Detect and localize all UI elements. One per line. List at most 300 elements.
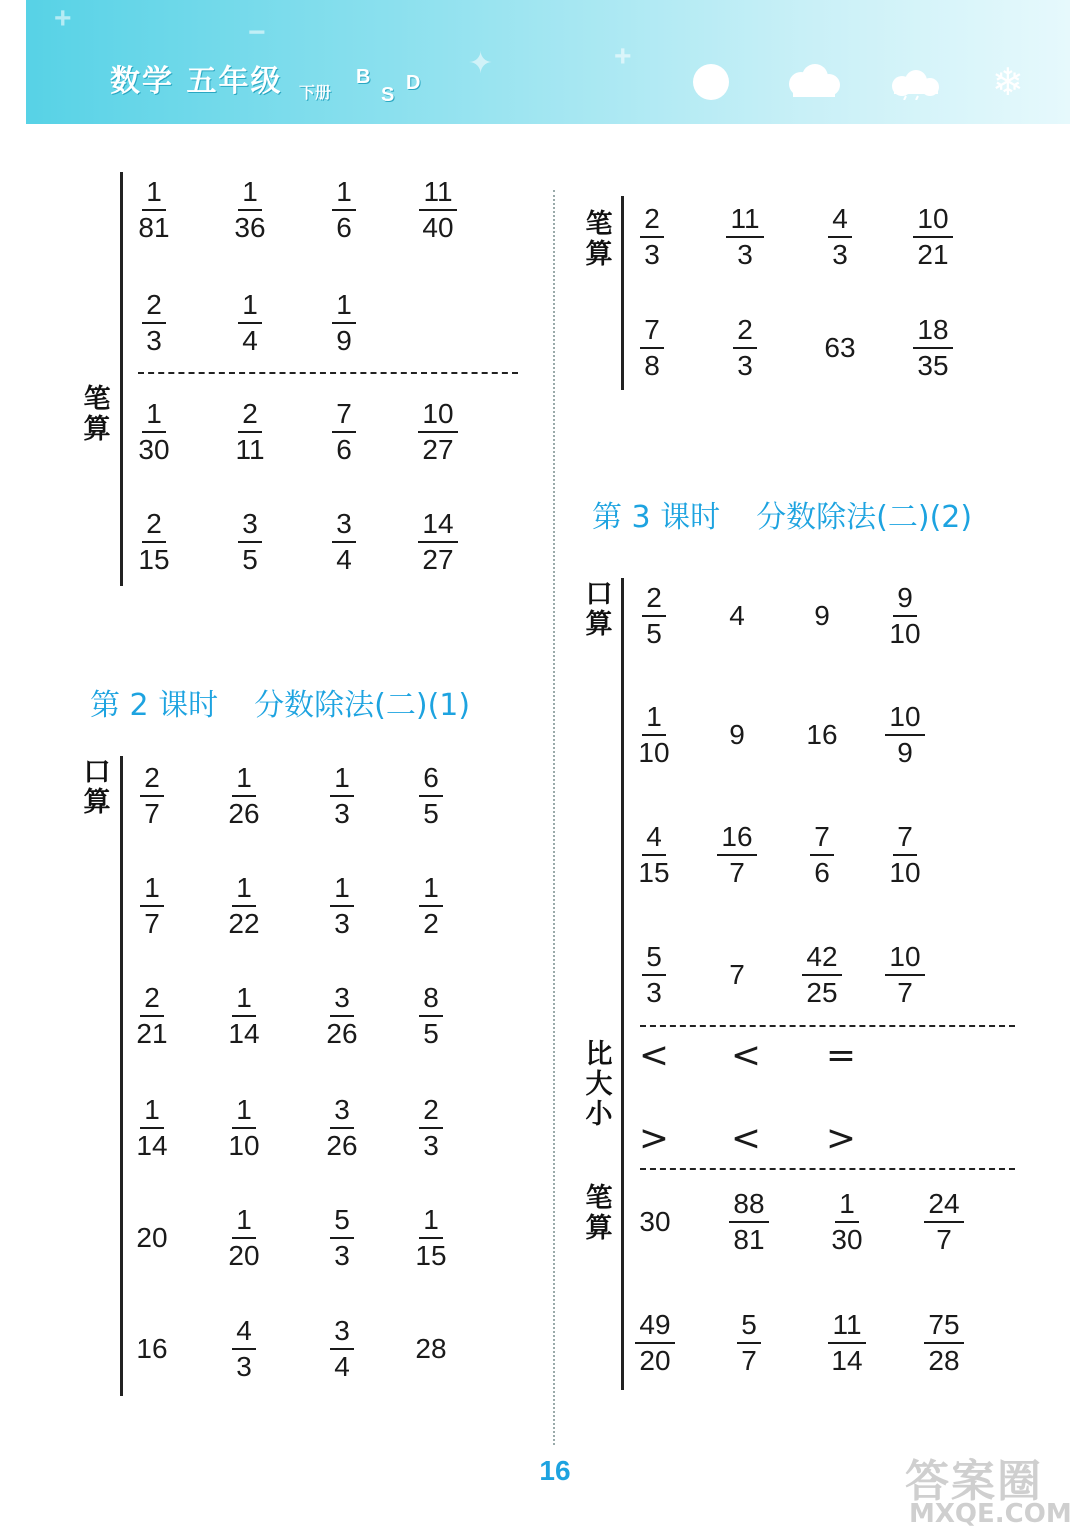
numerator: 1: [238, 178, 262, 211]
integer-answer: 16: [806, 719, 838, 750]
numerator: 2: [140, 764, 164, 797]
numerator: 1: [419, 1206, 443, 1239]
answer-cell: [865, 816, 945, 894]
numerator: 1: [238, 291, 262, 324]
integer-answer: 9: [814, 600, 830, 631]
numerator: 3: [332, 510, 356, 543]
symbol-text: =: [825, 1034, 857, 1076]
answer-cell: [807, 1183, 887, 1261]
oral-label: 口算: [585, 579, 613, 640]
fraction: [418, 510, 457, 574]
answer-cell: [391, 1310, 471, 1388]
answer-cell: [114, 284, 194, 362]
denominator: 6: [814, 857, 830, 888]
denominator: 5: [242, 544, 258, 575]
answer-cell: [904, 1304, 984, 1382]
numerator: 9: [893, 584, 917, 617]
answer-cell: [705, 198, 785, 276]
fraction: [224, 764, 263, 828]
denominator: 9: [897, 737, 913, 768]
written-label: 笔算: [585, 1183, 613, 1244]
integer-answer: 7: [729, 959, 745, 990]
answer-cell: [204, 757, 284, 835]
answer-cell: [398, 393, 478, 471]
answer-cell: [807, 1304, 887, 1382]
numerator: 2: [640, 205, 664, 238]
numerator: 10: [885, 703, 924, 736]
fraction: [330, 1317, 354, 1381]
numerator: 42: [802, 943, 841, 976]
lesson-number: 第 2 课时: [90, 688, 219, 723]
answer-cell: [210, 284, 290, 362]
section-bar: [120, 756, 123, 1396]
fraction: [635, 1311, 674, 1375]
fraction: [330, 1206, 354, 1270]
book-title: 数学 五年级: [110, 64, 283, 99]
fraction: [802, 943, 841, 1007]
answer-cell: [302, 1199, 382, 1277]
answer-cell: [614, 936, 694, 1014]
snowflake-icon: ❄: [992, 62, 1024, 104]
fraction: [737, 1311, 761, 1375]
denominator: 10: [889, 618, 921, 649]
answer-cell: [112, 1310, 192, 1388]
answer-cell: [304, 393, 384, 471]
denominator: 3: [646, 977, 662, 1008]
numerator: 18: [913, 316, 952, 349]
denominator: 40: [422, 212, 454, 243]
integer-answer: 30: [639, 1206, 671, 1237]
edition-letter: B: [356, 66, 371, 88]
answer-cell: [697, 577, 777, 655]
comparison-symbol: [801, 1099, 881, 1177]
numerator: 1: [332, 291, 356, 324]
answer-cell: [612, 309, 692, 387]
denominator: 7: [144, 798, 160, 829]
answer-cell: [391, 867, 471, 945]
answer-cell: [391, 757, 471, 835]
fraction: [238, 291, 262, 355]
symbol-text: <: [730, 1117, 762, 1159]
answer-cell: [302, 757, 382, 835]
integer-answer: 28: [415, 1333, 447, 1364]
denominator: 3: [146, 325, 162, 356]
plus-decoration-icon: +: [614, 40, 632, 73]
answer-cell: [112, 1089, 192, 1167]
fraction: [642, 584, 666, 648]
answer-cell: [112, 867, 192, 945]
numerator: 24: [924, 1190, 963, 1223]
watermark-text: 答案圈: [905, 1456, 1043, 1507]
numerator: 3: [330, 1317, 354, 1350]
fraction: [418, 400, 457, 464]
answer-cell: [800, 198, 880, 276]
answer-cell: [391, 1199, 471, 1277]
denominator: 5: [646, 618, 662, 649]
watermark: [905, 1445, 1075, 1533]
denominator: 20: [639, 1345, 671, 1376]
numerator: 10: [885, 943, 924, 976]
fraction: [642, 943, 666, 1007]
fraction: [332, 291, 356, 355]
denominator: 26: [326, 1018, 358, 1049]
fraction: [913, 205, 952, 269]
denominator: 4: [242, 325, 258, 356]
fraction: [322, 984, 361, 1048]
answer-cell: [204, 977, 284, 1055]
numerator: 1: [232, 984, 256, 1017]
fraction: [332, 178, 356, 242]
answer-cell: [204, 1310, 284, 1388]
comparison-symbol: [801, 1016, 881, 1094]
fraction: [330, 874, 354, 938]
denominator: 30: [138, 434, 170, 465]
fraction: [828, 205, 852, 269]
answer-cell: [204, 867, 284, 945]
numerator: 5: [330, 1206, 354, 1239]
fraction: [640, 316, 664, 380]
edition-letter: D: [406, 72, 421, 94]
answer-cell: [904, 1183, 984, 1261]
answer-cell: [782, 816, 862, 894]
fraction: [140, 764, 164, 828]
lesson-number: 第 3 课时: [592, 500, 721, 535]
numerator: 16: [717, 823, 756, 856]
fraction: [238, 510, 262, 574]
denominator: 10: [889, 857, 921, 888]
denominator: 21: [917, 239, 949, 270]
fraction: [224, 1096, 263, 1160]
star-decoration-icon: ✦: [468, 47, 494, 80]
fraction: [634, 823, 673, 887]
numerator: 2: [238, 400, 262, 433]
numerator: 8: [419, 984, 443, 1017]
answer-cell: [210, 171, 290, 249]
fraction: [419, 874, 443, 938]
fraction: [134, 400, 173, 464]
numerator: 11: [726, 205, 763, 238]
denominator: 14: [831, 1345, 863, 1376]
lesson-3-heading: [592, 492, 982, 536]
numerator: 14: [418, 510, 457, 543]
numerator: 7: [640, 316, 664, 349]
numerator: 5: [642, 943, 666, 976]
numerator: 11: [419, 178, 456, 211]
answer-cell: [112, 757, 192, 835]
answer-cell: [615, 1183, 695, 1261]
fraction: [419, 1096, 443, 1160]
answer-cell: [114, 503, 194, 581]
denominator: 14: [228, 1018, 260, 1049]
comparison-symbol: [614, 1016, 694, 1094]
answer-cell: [782, 577, 862, 655]
denominator: 7: [144, 908, 160, 939]
numerator: 7: [332, 400, 356, 433]
fraction: [419, 764, 443, 828]
denominator: 35: [917, 350, 949, 381]
fraction: [232, 1317, 256, 1381]
numerator: 4: [232, 1317, 256, 1350]
fraction: [913, 316, 952, 380]
numerator: 2: [419, 1096, 443, 1129]
denominator: 15: [415, 1240, 447, 1271]
numerator: 6: [419, 764, 443, 797]
denominator: 30: [831, 1224, 863, 1255]
denominator: 6: [336, 434, 352, 465]
denominator: 3: [832, 239, 848, 270]
denominator: 3: [334, 798, 350, 829]
integer-answer: 9: [729, 719, 745, 750]
numerator: 11: [828, 1311, 865, 1344]
answer-cell: [112, 1199, 192, 1277]
denominator: 9: [336, 325, 352, 356]
fraction: [924, 1311, 963, 1375]
numerator: 2: [140, 984, 164, 1017]
answer-cell: [112, 977, 192, 1055]
numerator: 10: [418, 400, 457, 433]
fraction: [142, 291, 166, 355]
answer-cell: [612, 198, 692, 276]
fraction: [230, 178, 269, 242]
answer-cell: [302, 867, 382, 945]
denominator: 3: [236, 1351, 252, 1382]
lesson-2-heading: [90, 680, 480, 724]
answer-cell: [391, 977, 471, 1055]
answer-cell: [210, 503, 290, 581]
fraction: [134, 510, 173, 574]
column-divider: [553, 190, 555, 1445]
dashed-divider: [138, 372, 518, 374]
denominator: 28: [928, 1345, 960, 1376]
denominator: 3: [737, 350, 753, 381]
denominator: 36: [234, 212, 266, 243]
denominator: 27: [422, 434, 454, 465]
fraction: [419, 984, 443, 1048]
answer-cell: [614, 816, 694, 894]
fraction: [885, 584, 924, 648]
denominator: 25: [806, 977, 838, 1008]
fraction: [224, 874, 263, 938]
fraction: [322, 1096, 361, 1160]
denominator: 14: [136, 1130, 168, 1161]
denominator: 8: [644, 350, 660, 381]
edition-letter: S: [381, 84, 395, 106]
sun-icon: [693, 64, 729, 100]
numerator: 2: [142, 510, 166, 543]
symbol-text: <: [638, 1034, 670, 1076]
numerator: 7: [810, 823, 834, 856]
answer-cell: [865, 936, 945, 1014]
denominator: 7: [897, 977, 913, 1008]
denominator: 3: [334, 908, 350, 939]
numerator: 4: [642, 823, 666, 856]
answer-cell: [398, 171, 478, 249]
lesson-title: 分数除法(二)(1): [254, 688, 471, 723]
book-volume: 下册: [299, 85, 332, 102]
answer-cell: [204, 1089, 284, 1167]
symbol-text: <: [730, 1034, 762, 1076]
numerator: 1: [232, 874, 256, 907]
answer-cell: [893, 309, 973, 387]
numerator: 5: [737, 1311, 761, 1344]
answer-cell: [114, 171, 194, 249]
answer-cell: [304, 503, 384, 581]
fraction: [418, 178, 457, 242]
answer-cell: [302, 977, 382, 1055]
denominator: 15: [138, 544, 170, 575]
numerator: 1: [330, 874, 354, 907]
fraction: [332, 400, 356, 464]
answer-cell: [304, 284, 384, 362]
numerator: 1: [232, 764, 256, 797]
numerator: 1: [140, 1096, 164, 1129]
numerator: 2: [733, 316, 757, 349]
numerator: 1: [140, 874, 164, 907]
numerator: 88: [729, 1190, 768, 1223]
numerator: 1: [232, 1096, 256, 1129]
fraction: [134, 178, 173, 242]
denominator: 21: [136, 1018, 168, 1049]
numerator: 4: [828, 205, 852, 238]
fraction: [729, 1190, 768, 1254]
comparison-symbol: [706, 1099, 786, 1177]
answer-cell: [614, 577, 694, 655]
answer-cell: [709, 1304, 789, 1382]
answer-cell: [697, 696, 777, 774]
answer-cell: [302, 1089, 382, 1167]
denominator: 3: [737, 239, 753, 270]
integer-answer: 63: [824, 332, 856, 363]
comparison-symbol: [706, 1016, 786, 1094]
denominator: 7: [729, 857, 745, 888]
answer-cell: [398, 503, 478, 581]
denominator: 4: [334, 1351, 350, 1382]
numerator: 1: [330, 764, 354, 797]
fraction: [140, 874, 164, 938]
denominator: 7: [936, 1224, 952, 1255]
fraction: [827, 1190, 866, 1254]
numerator: 1: [419, 874, 443, 907]
denominator: 7: [741, 1345, 757, 1376]
answer-cell: [709, 1183, 789, 1261]
fraction: [332, 510, 356, 574]
numerator: 2: [142, 291, 166, 324]
watermark-url: MXQE.COM: [909, 1499, 1072, 1529]
answer-cell: [800, 309, 880, 387]
answer-cell: [865, 577, 945, 655]
plus-decoration-icon: +: [54, 2, 72, 35]
denominator: 15: [638, 857, 670, 888]
denominator: 2: [423, 908, 439, 939]
denominator: 26: [326, 1130, 358, 1161]
denominator: 5: [423, 1018, 439, 1049]
denominator: 3: [644, 239, 660, 270]
fraction: [231, 400, 268, 464]
numerator: 3: [238, 510, 262, 543]
denominator: 27: [422, 544, 454, 575]
answer-cell: [304, 171, 384, 249]
denominator: 4: [336, 544, 352, 575]
fraction: [885, 823, 924, 887]
fraction: [640, 205, 664, 269]
answer-cell: [210, 393, 290, 471]
denominator: 26: [228, 798, 260, 829]
fraction: [733, 316, 757, 380]
numerator: 49: [635, 1311, 674, 1344]
fraction: [827, 1311, 866, 1375]
written-label: 笔算: [83, 384, 111, 445]
denominator: 81: [138, 212, 170, 243]
answer-cell: [697, 816, 777, 894]
denominator: 20: [228, 1240, 260, 1271]
answer-cell: [893, 198, 973, 276]
denominator: 22: [228, 908, 260, 939]
header-banner: [26, 0, 1070, 124]
denominator: 10: [638, 737, 670, 768]
integer-answer: 20: [136, 1222, 168, 1253]
compare-label: 比大小: [585, 1039, 613, 1130]
fraction: [885, 943, 924, 1007]
fraction: [224, 1206, 263, 1270]
answer-cell: [782, 936, 862, 1014]
oral-label: 口算: [83, 757, 111, 818]
numerator: 10: [913, 205, 952, 238]
numerator: 3: [330, 984, 354, 1017]
numerator: 1: [332, 178, 356, 211]
fraction: [411, 1206, 450, 1270]
fraction: [726, 205, 763, 269]
denominator: 10: [228, 1130, 260, 1161]
page-number: 16: [539, 1455, 571, 1486]
fraction: [132, 1096, 171, 1160]
fraction: [224, 984, 263, 1048]
answer-cell: [782, 696, 862, 774]
answer-cell: [114, 393, 194, 471]
numerator: 75: [924, 1311, 963, 1344]
denominator: 3: [334, 1240, 350, 1271]
fraction: [810, 823, 834, 887]
fraction: [924, 1190, 963, 1254]
fraction: [717, 823, 756, 887]
answer-cell: [705, 309, 785, 387]
denominator: 11: [235, 434, 265, 465]
fraction: [132, 984, 171, 1048]
numerator: 1: [232, 1206, 256, 1239]
numerator: 2: [642, 584, 666, 617]
answer-cell: [865, 696, 945, 774]
numerator: 1: [642, 703, 666, 736]
numerator: 3: [330, 1096, 354, 1129]
answer-cell: [615, 1304, 695, 1382]
minus-decoration-icon: −: [248, 16, 266, 49]
answer-cell: [391, 1089, 471, 1167]
written-label: 笔算: [585, 209, 613, 270]
symbol-text: >: [638, 1117, 670, 1159]
rain-cloud-icon: [884, 70, 946, 100]
fraction: [885, 703, 924, 767]
answer-cell: [204, 1199, 284, 1277]
fraction: [330, 764, 354, 828]
numerator: 1: [142, 178, 166, 211]
numerator: 1: [142, 400, 166, 433]
symbol-text: >: [825, 1117, 857, 1159]
denominator: 5: [423, 798, 439, 829]
fraction: [634, 703, 673, 767]
integer-answer: 16: [136, 1333, 168, 1364]
integer-answer: 4: [729, 600, 745, 631]
lesson-title: 分数除法(二)(2): [756, 500, 973, 535]
answer-cell: [614, 696, 694, 774]
